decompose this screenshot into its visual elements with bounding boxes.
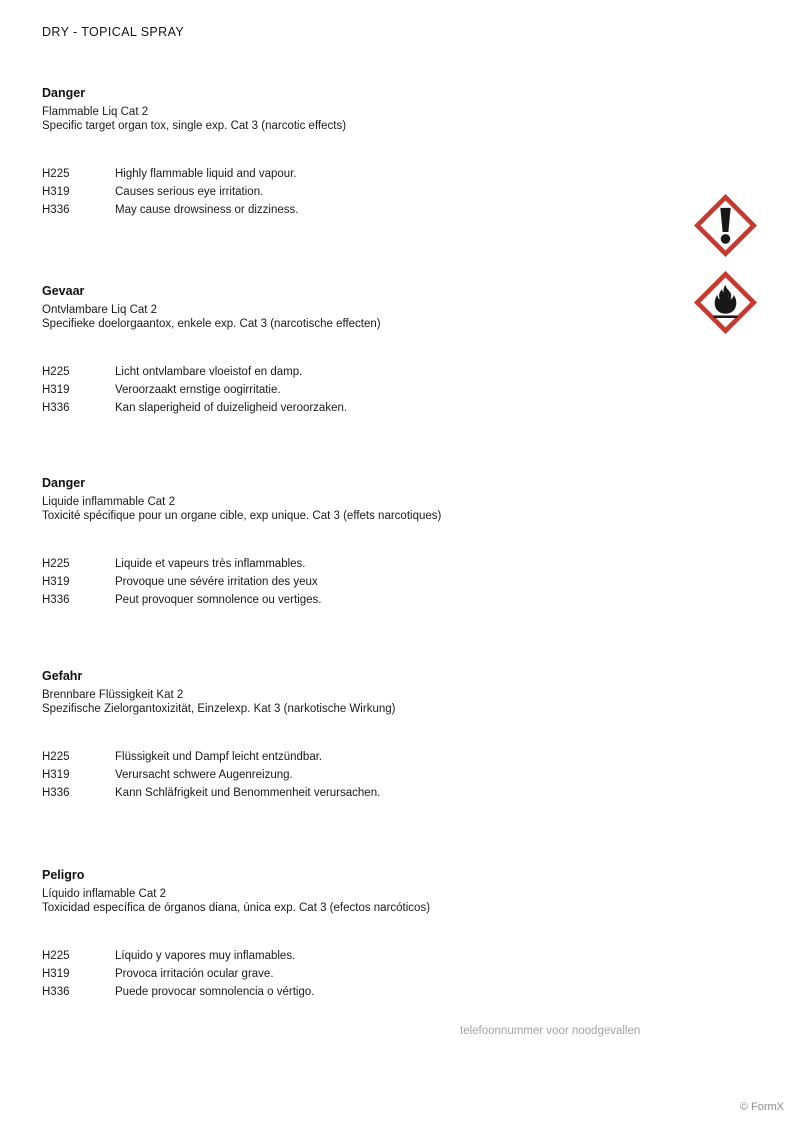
hazard-row [42,591,642,609]
hazard-row [42,183,642,201]
classification-line: Brennbare Flüssigkeit Kat 2 [42,689,184,701]
signal-word: Danger [42,86,86,100]
hazard-code: H319 [42,186,70,198]
classification-line: Líquido inflamable Cat 2 [42,888,167,900]
hazard-text: Peut provoquer somnolence ou vertiges. [115,594,322,606]
classification-line: Specifieke doelorgaantox, enkele exp. Cat 3 (narcotische effecten) [42,318,381,330]
hazard-row [42,399,642,417]
classification-line: Ontvlambare Liq Cat 2 [42,304,158,316]
hazard-code: H336 [42,594,70,606]
hazard-code: H225 [42,168,70,180]
hazard-text: Veroorzaakt ernstige oogirritatie. [115,384,281,396]
hazard-statement-list [42,363,642,417]
hazard-text: Kan slaperigheid of duizeligheid veroorzaken. [115,402,348,414]
hazard-code: H336 [42,787,70,799]
hazard-text: May cause drowsiness or dizziness. [115,204,299,216]
hazard-statement-list [42,165,642,219]
signal-word: Gefahr [42,669,83,683]
hazard-code: H225 [42,751,70,763]
hazard-code: H225 [42,366,70,378]
exclamation-mark-pictogram-icon [694,194,757,262]
classification-line: Specific target organ tox, single exp. Cat 3 (narcotic effects) [42,120,347,132]
hazard-statement-list [42,748,642,802]
classification-line: Liquide inflammable Cat 2 [42,496,175,508]
hazard-row [42,947,642,965]
signal-word: Gevaar [42,284,85,298]
hazard-text: Provoca irritación ocular grave. [115,968,274,980]
copyright-notice: © FormX [739,1101,784,1113]
hazard-statement-list [42,555,642,609]
hazard-statement-list [42,947,642,1001]
hazard-code: H336 [42,986,70,998]
hazard-row [42,766,642,784]
hazard-row [42,363,642,381]
hazard-row [42,748,642,766]
hazard-row [42,983,642,1001]
hazard-section-german [42,669,642,802]
hazard-code: H336 [42,204,70,216]
flame-pictogram-icon [694,271,757,339]
hazard-code: H319 [42,968,70,980]
hazard-code: H319 [42,769,70,781]
hazard-row [42,965,642,983]
classification-line: Spezifische Zielorgantoxizität, Einzelexp. Kat 3 (narkotische Wirkung) [42,703,396,715]
hazard-section-spanish [42,868,642,1001]
hazard-text: Verursacht schwere Augenreizung. [115,769,293,781]
hazard-row [42,165,642,183]
hazard-row [42,573,642,591]
hazard-text: Licht ontvlambare vloeistof en damp. [115,366,303,378]
classification-line: Toxicité spécifique pour un organe cible, exp unique. Cat 3 (effets narcotiques) [42,510,442,522]
hazard-text: Causes serious eye irritation. [115,186,264,198]
hazard-section-dutch [42,284,642,417]
hazard-text: Flüssigkeit und Dampf leicht entzündbar. [115,751,323,763]
hazard-code: H336 [42,402,70,414]
hazard-row [42,784,642,802]
hazard-row [42,201,642,219]
hazard-text: Highly flammable liquid and vapour. [115,168,297,180]
ghs-pictogram-column [694,194,757,339]
page-title: DRY - TOPICAL SPRAY [42,25,185,39]
hazard-code: H225 [42,558,70,570]
hazard-row [42,555,642,573]
hazard-text: Puede provocar somnolencia o vértigo. [115,986,315,998]
hazard-section-english [42,86,642,219]
signal-word: Danger [42,476,86,490]
hazard-text: Liquide et vapeurs très inflammables. [115,558,306,570]
signal-word: Peligro [42,868,85,882]
hazard-text: Kann Schläfrigkeit und Benommenheit verursachen. [115,787,381,799]
hazard-code: H319 [42,384,70,396]
hazard-code: H319 [42,576,70,588]
hazard-text: Provoque une sévére irritation des yeux [115,576,318,588]
hazard-code: H225 [42,950,70,962]
classification-line: Flammable Liq Cat 2 [42,106,149,118]
hazard-row [42,381,642,399]
hazard-text: Líquido y vapores muy inflamables. [115,950,296,962]
hazard-section-french [42,476,642,609]
emergency-phone-note: telefoonnummer voor noodgevallen [460,1025,641,1037]
classification-line: Toxicidad específica de órganos diana, única exp. Cat 3 (efectos narcóticos) [42,902,431,914]
